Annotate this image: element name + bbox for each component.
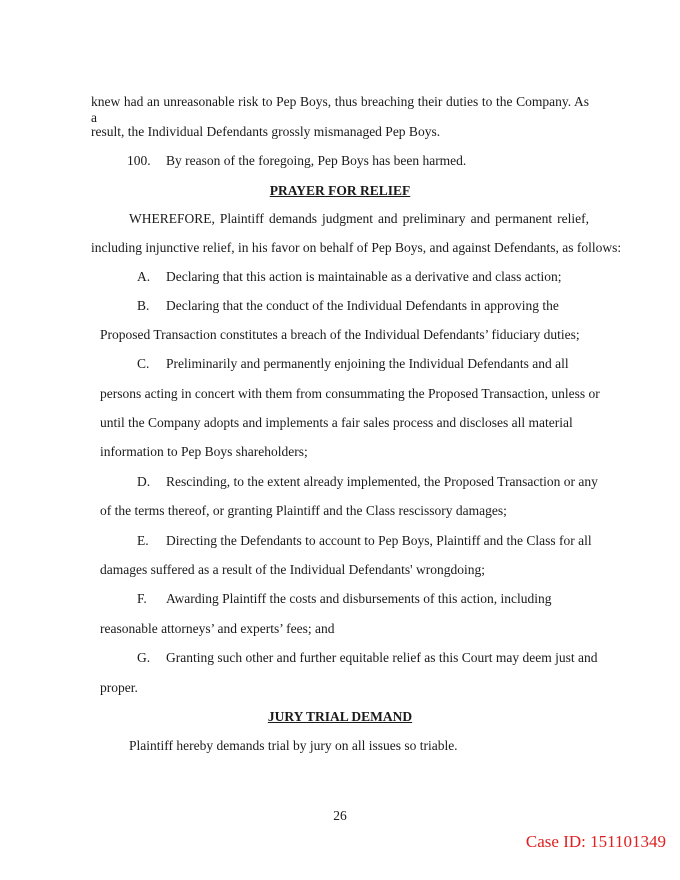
item-f-line-2: reasonable attorneys’ and experts’ fees; and bbox=[100, 621, 335, 636]
item-a-letter: A. bbox=[137, 269, 151, 284]
prayer-intro-line-2: including injunctive relief, in his favor on behalf of Pep Boys, and against Defendants, as follows: bbox=[91, 240, 622, 255]
item-g-letter: G. bbox=[137, 650, 151, 665]
item-e-letter: E. bbox=[137, 533, 149, 548]
item-c-line-4: information to Pep Boys shareholders; bbox=[100, 444, 308, 459]
item-d-line-2: of the terms thereof, or granting Plaintiff and the Class rescissory damages; bbox=[100, 503, 507, 518]
continuation-line-1: knew had an unreasonable risk to Pep Boys, thus breaching their duties to the Company. As a bbox=[91, 94, 589, 125]
item-c-line-3: until the Company adopts and implements a fair sales process and discloses all material bbox=[100, 415, 573, 430]
continuation-line-2: result, the Individual Defendants grossly mismanaged Pep Boys. bbox=[91, 124, 441, 139]
item-c-line-1: Preliminarily and permanently enjoining the Individual Defendants and all bbox=[166, 356, 569, 371]
item-g-line-1: Granting such other and further equitable relief as this Court may deem just and bbox=[166, 650, 598, 665]
paragraph-100-number: 100. bbox=[127, 153, 151, 168]
case-id-stamp: Case ID: 151101349 bbox=[525, 832, 666, 851]
paragraph-100-text: By reason of the foregoing, Pep Boys has been harmed. bbox=[166, 153, 467, 168]
page-number: 26 bbox=[333, 808, 347, 823]
item-a-line-1: Declaring that this action is maintainable as a derivative and class action; bbox=[166, 269, 562, 284]
item-g-line-2: proper. bbox=[100, 680, 138, 695]
prayer-heading: PRAYER FOR RELIEF bbox=[269, 183, 411, 198]
jury-text: Plaintiff hereby demands trial by jury on all issues so triable. bbox=[129, 738, 458, 753]
item-f-line-1: Awarding Plaintiff the costs and disbursements of this action, including bbox=[166, 591, 552, 606]
item-f-letter: F. bbox=[137, 591, 147, 606]
item-e-line-2: damages suffered as a result of the Individual Defendants' wrongdoing; bbox=[100, 562, 485, 577]
prayer-intro-line-1: WHEREFORE, Plaintiff demands judgment and preliminary and permanent relief, bbox=[129, 211, 589, 226]
jury-heading: JURY TRIAL DEMAND bbox=[267, 709, 413, 724]
item-b-line-2: Proposed Transaction constitutes a breach of the Individual Defendants’ fiduciary duties; bbox=[100, 327, 580, 342]
item-c-line-2: persons acting in concert with them from consummating the Proposed Transaction, unless or bbox=[100, 386, 600, 401]
item-d-letter: D. bbox=[137, 474, 151, 489]
item-b-line-1: Declaring that the conduct of the Individual Defendants in approving the bbox=[166, 298, 559, 313]
item-d-line-1: Rescinding, to the extent already implemented, the Proposed Transaction or any bbox=[166, 474, 598, 489]
item-e-line-1: Directing the Defendants to account to Pep Boys, Plaintiff and the Class for all bbox=[166, 533, 592, 548]
item-c-letter: C. bbox=[137, 356, 150, 371]
item-b-letter: B. bbox=[137, 298, 150, 313]
